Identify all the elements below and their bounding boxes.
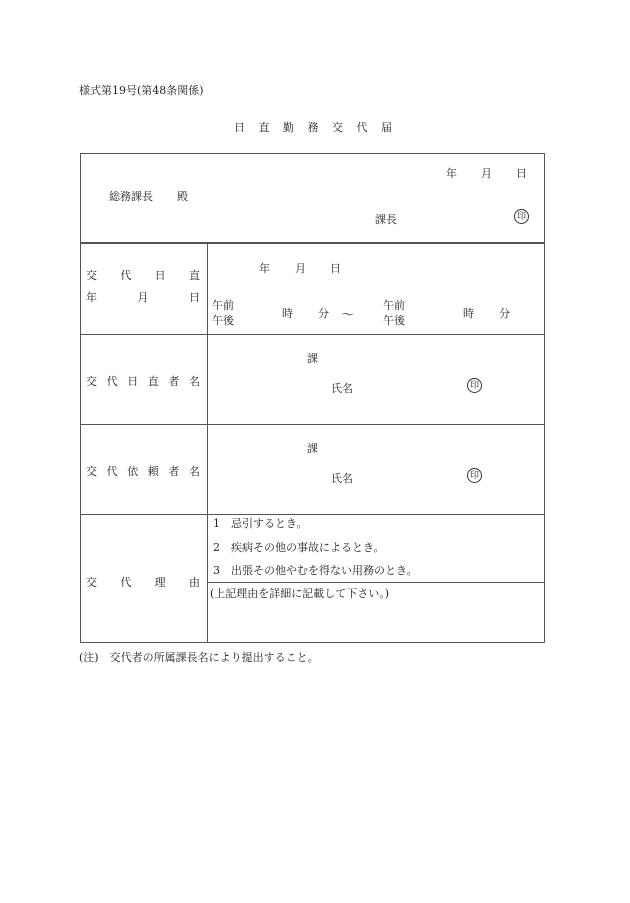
hour-label-2: 時 [463,307,474,320]
title-char: 代 [356,121,368,134]
reason-divider [208,582,545,583]
substitute-section: 課 [307,352,318,365]
pm-label: 午後 [212,314,234,327]
title-char: 交 [332,121,343,134]
row-divider [81,424,544,425]
page-title [234,119,392,135]
header-year: 年 [446,167,457,180]
reason-label: 交 代 理 由 [86,576,200,589]
row-divider [81,514,544,515]
honorific: 殿 [177,190,188,203]
minute-label-2: 分 [499,307,510,320]
title-char: 勤 [283,121,294,134]
am-label: 午前 [212,299,234,312]
substitute-name-label: 氏名 [331,382,353,395]
title-char: 務 [307,121,319,134]
label-column-divider [207,243,208,643]
footnote: (注) 交代者の所属課長名により提出すること。 [79,651,319,664]
reason-option: 1 忌引するとき。 [213,517,308,530]
reason-detail-note: (上記理由を詳細に記載して下さい。) [210,587,390,600]
reason-option: 2 疾病その他の事故によるとき。 [213,541,385,554]
requester-section: 課 [307,442,318,455]
minute-label: 分 [318,307,329,320]
requester-label: 交 代 依 頼 者 名 [86,465,200,478]
seal-icon: 印 [514,209,529,224]
seal-icon: 印 [467,378,482,393]
title-char: 日 [234,121,245,134]
requester-name-label: 氏名 [331,472,353,485]
date-day: 日 [330,262,341,275]
title-char: 直 [258,121,270,134]
am-label-2: 午前 [383,299,405,312]
form-number: 様式第19号(第48条関係) [79,84,204,97]
date-label-line2: 年 月 日 [86,291,200,304]
hour-label: 時 [282,307,293,320]
row-divider [81,334,544,335]
date-year: 年 [259,262,270,275]
header-month: 月 [481,167,492,180]
seal-icon: 印 [467,468,482,483]
date-month: 月 [295,262,306,275]
section-chief-label: 課長 [375,213,397,226]
date-label-line1: 交 代 日 直 [86,269,200,282]
header-divider [81,242,544,244]
header-day: 日 [516,167,527,180]
tilde-label: ～ [341,308,355,323]
addressee: 総務課長 [109,190,153,203]
pm-label-2: 午後 [383,314,405,327]
title-char: 届 [381,121,392,134]
reason-option: 3 出張その他やむを得ない用務のとき。 [213,564,418,577]
substitute-label: 交 代 日 直 者 名 [86,375,200,388]
